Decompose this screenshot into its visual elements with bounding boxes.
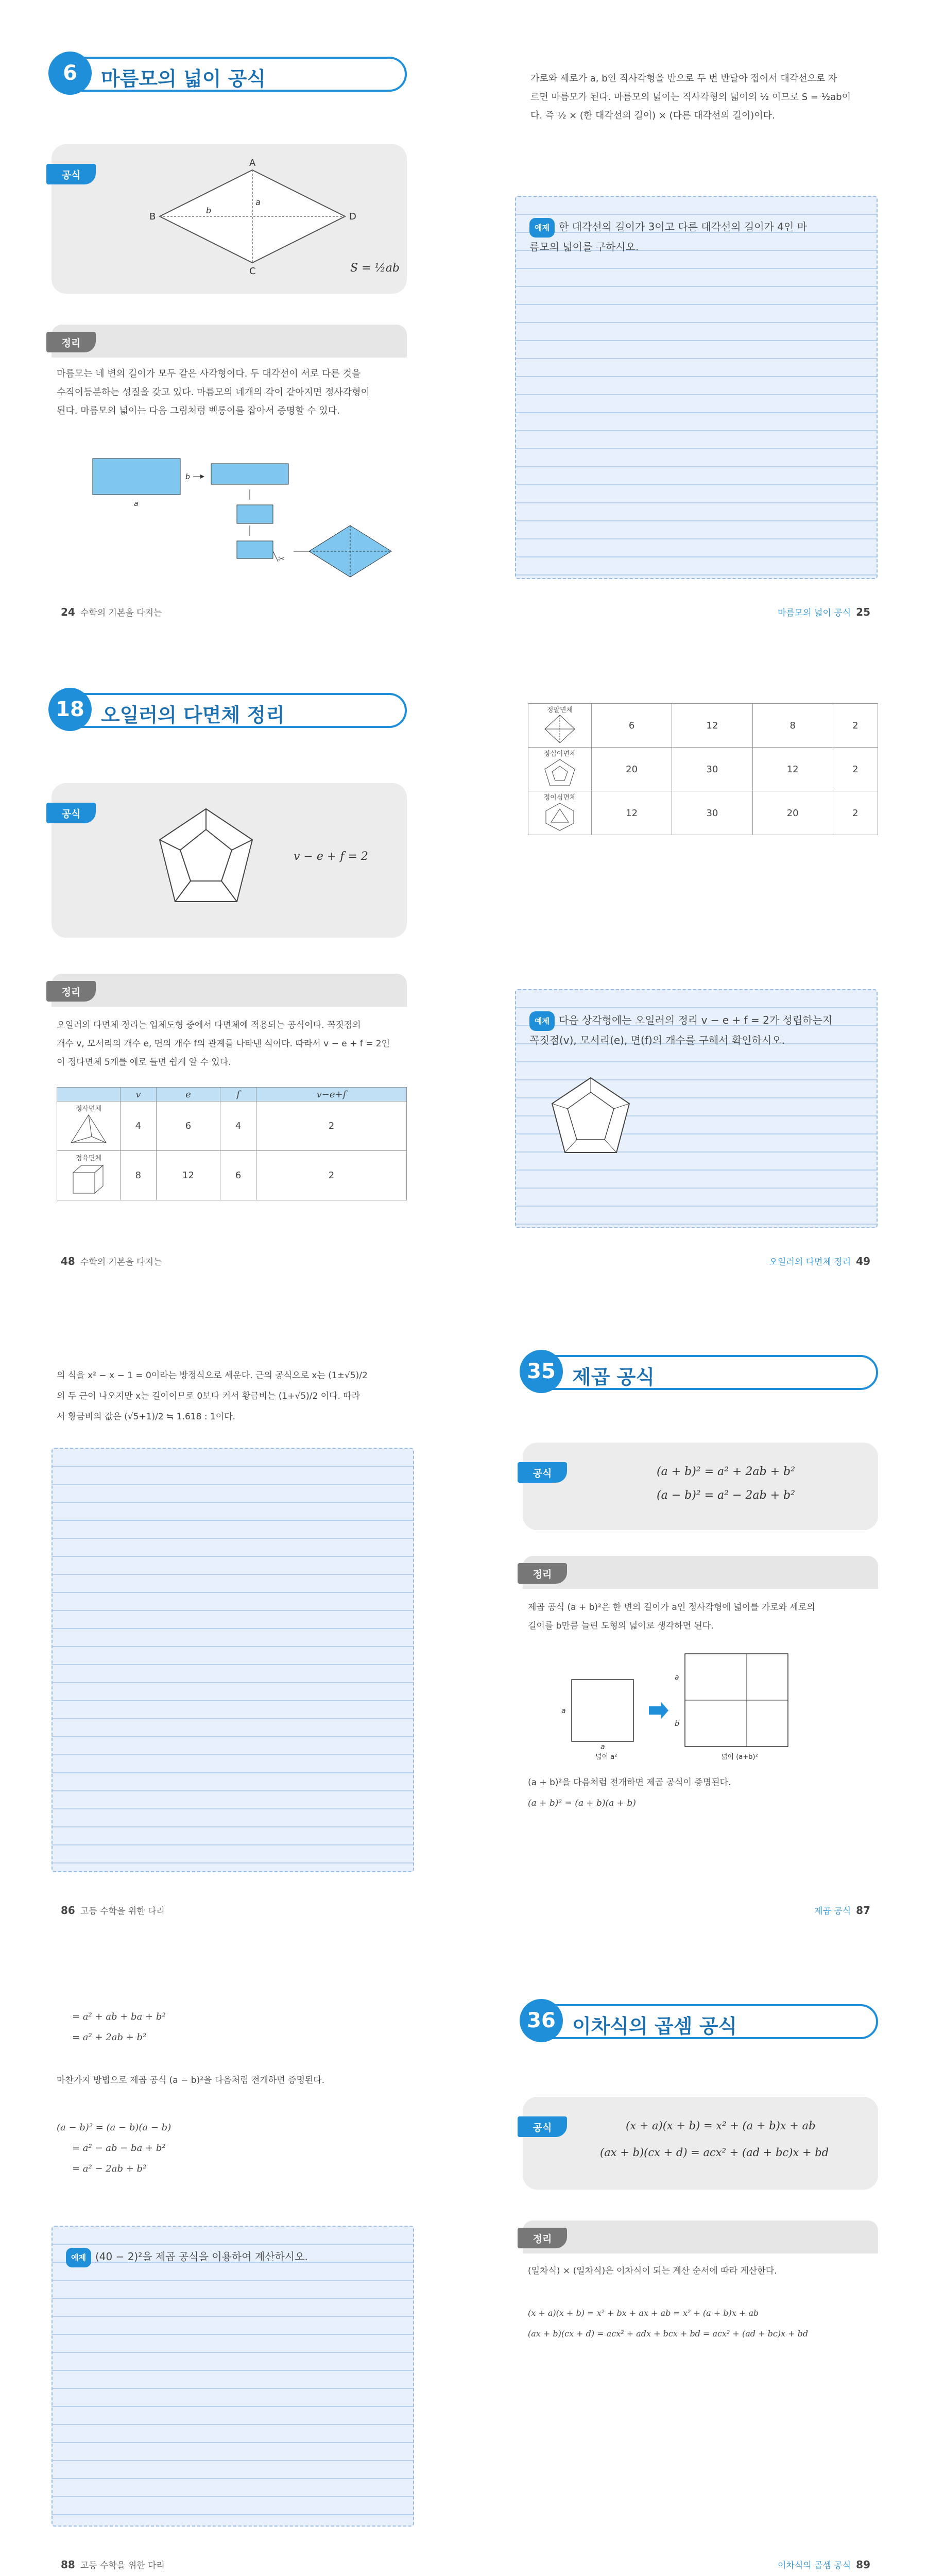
page-49 — [464, 634, 927, 1283]
fold-label-a: a — [134, 500, 139, 508]
table-cell: 12 — [672, 704, 752, 748]
svg-text:✂: ✂ — [278, 554, 285, 564]
page-number: 24 — [61, 606, 75, 618]
svg-text:a: a — [600, 1743, 605, 1751]
page-number: 88 — [61, 2558, 75, 2571]
body-text — [530, 70, 891, 125]
square-label-small: 넓이 a² — [595, 1753, 617, 1761]
formula-line: (a − b)² = a² − 2ab + b² — [657, 1489, 795, 1502]
footer-text: 이차식의 곱셈 공식 — [777, 2561, 851, 2571]
vertex-d: D — [349, 211, 356, 222]
formula-box — [523, 1443, 878, 1530]
svg-text:a: a — [675, 1673, 679, 1682]
problem-label: 예제 — [529, 1011, 555, 1031]
page-footer — [778, 2558, 870, 2571]
formula-tag: 공식 — [518, 2116, 567, 2137]
dodecahedron-diagram — [149, 804, 263, 917]
expansion — [528, 2303, 888, 2344]
expansion-line: = a² + 2ab + b² — [72, 2032, 147, 2043]
table-cell: 12 — [752, 748, 833, 791]
expansion-line: (a − b)² = (a − b)(a − b) — [57, 2122, 171, 2133]
section-title-bar — [52, 57, 407, 92]
rhombus-diagram — [129, 155, 376, 283]
note-line: 된다. 마름모의 넓이는 다음 그림처럼 벡롱이를 잡아서 증명할 수 있다. — [57, 405, 340, 416]
rhombus-formula: S = ½ab — [350, 262, 400, 275]
formula-box — [52, 783, 407, 938]
formula-tag: 공식 — [46, 803, 96, 823]
label-a: a — [255, 197, 261, 207]
table-header — [57, 1088, 407, 1101]
page-number: 86 — [61, 1904, 75, 1917]
body-line: 다. 즉 ½ × (한 대각선의 길이) × (다른 대각선의 길이)이다. — [530, 110, 775, 121]
problem-line: 다음 상각형에는 오일러의 정리 v − e + f = 2가 성립하는지 — [558, 1014, 833, 1026]
page-footer — [61, 605, 162, 618]
table-row — [528, 704, 878, 748]
problem-sheet — [52, 2226, 414, 2527]
table-header-cell: f — [220, 1088, 256, 1101]
page-number: 87 — [856, 1904, 870, 1917]
body-line: 의 두 근이 나오지만 x는 길이이므로 0보다 커서 황금비는 (1+√5)/2 이다. 따라 — [57, 1391, 360, 1401]
note-line: 이 정다면체 5개를 예로 들면 쉽게 알 수 있다. — [57, 1057, 231, 1067]
euler-formula: v − e + f = 2 — [294, 850, 368, 863]
row-name: 정이십면체 — [543, 794, 576, 802]
table-cell — [528, 791, 592, 835]
page-86 — [0, 1283, 464, 1932]
note-line: 제곱 공식 (a + b)²은 한 변의 길이가 a인 정사각형에 넓이를 가로와 세로의 — [528, 1602, 815, 1613]
pentagon-diagram — [547, 1073, 634, 1160]
section-number: 6 — [48, 52, 92, 95]
square-diagram — [551, 1643, 819, 1762]
note-header — [52, 974, 407, 1007]
body-line: 르면 마름모가 된다. 마름모의 넓이는 직사각형의 넓이의 ½ 이므로 S = ½ab이 — [530, 92, 851, 103]
formula-line: (a + b)² = a² + 2ab + b² — [657, 1465, 795, 1478]
table-cell: 8 — [752, 704, 833, 748]
note-text: (일차식) × (일차식)은 이차식이 되는 계산 순서에 따라 계산한다. — [528, 2266, 777, 2276]
expansion-bottom — [57, 2117, 391, 2179]
section-title-bar — [523, 2004, 878, 2039]
page-footer — [778, 605, 870, 618]
polyhedra-table-continued — [528, 703, 878, 835]
cube-icon — [68, 1162, 109, 1196]
problem — [66, 2247, 396, 2267]
fold-diagram — [88, 448, 407, 582]
problem-label: 예제 — [529, 218, 555, 238]
page-88 — [0, 1932, 464, 2576]
svg-text:b: b — [675, 1720, 679, 1728]
formula-line: (x + a)(x + b) = x² + (a + b)x + ab — [626, 2120, 816, 2132]
note-line: 마름모는 네 변의 길이가 모두 같은 사각형이다. 두 대각선이 서로 다른 것을 — [57, 368, 361, 379]
section-number: 35 — [520, 1350, 563, 1393]
dodecahedron-icon — [542, 758, 578, 788]
table-header-cell: v — [121, 1088, 157, 1101]
note-text — [528, 1598, 883, 1635]
section-title: 마름모의 넓이 공식 — [101, 67, 266, 90]
note-line: 개수 v, 모서리의 개수 e, 면의 개수 f의 관계를 나타낸 식이다. 따라서 v − e + f = 2인 — [57, 1039, 390, 1049]
table-row — [57, 1151, 407, 1200]
footer-text: 오일러의 다면체 정리 — [769, 1257, 851, 1267]
footer-text: 수학의 기본을 다지는 — [80, 1257, 162, 1267]
body-line: 서 황금비의 값은 (√5+1)/2 ≒ 1.618 : 1이다. — [57, 1412, 236, 1422]
expansion-line: = a² − ab − ba + b² — [72, 2143, 166, 2154]
table-cell: 2 — [256, 1101, 406, 1151]
page-number: 25 — [856, 606, 870, 618]
section-title-bar — [523, 1355, 878, 1390]
expansion-line: (ax + b)(cx + d) = acx² + adx + bcx + bd = acx² + (ad + bc)x + bd — [528, 2329, 809, 2338]
table-cell: 8 — [121, 1151, 157, 1200]
fold-label-b: b — [185, 473, 190, 481]
problem-sheet — [515, 989, 878, 1228]
page-footer — [769, 1255, 870, 1267]
table-cell: 30 — [672, 791, 752, 835]
problem — [529, 1011, 859, 1049]
note-tag: 정리 — [46, 332, 96, 352]
table-cell: 2 — [256, 1151, 406, 1200]
note-header — [523, 1556, 878, 1589]
table-cell — [528, 748, 592, 791]
footer-text: 제곱 공식 — [814, 1906, 851, 1917]
footer-text: 마름모의 넓이 공식 — [777, 608, 851, 618]
problem-line: 꼭짓점(v), 모서리(e), 면(f)의 개수를 구해서 확인하시오. — [529, 1034, 785, 1046]
problem-line: (40 − 2)²을 제곱 공식을 이용하여 계산하시오. — [95, 2250, 308, 2263]
formula-tag: 공식 — [518, 1462, 567, 1483]
spread-4 — [0, 1932, 927, 2576]
page-number: 89 — [856, 2558, 870, 2571]
table-row — [57, 1101, 407, 1151]
table-cell: 12 — [156, 1151, 220, 1200]
table-cell — [528, 704, 592, 748]
table-header-cell — [57, 1088, 121, 1101]
page-25 — [464, 0, 927, 634]
page-footer — [814, 1904, 870, 1917]
table-cell: 20 — [592, 748, 672, 791]
note-text — [57, 1016, 412, 1072]
section-number: 18 — [48, 688, 92, 731]
formula-tag: 공식 — [46, 164, 96, 184]
formula-box — [523, 2097, 878, 2190]
page-24 — [0, 0, 464, 634]
expansion-line: = a² + ab + ba + b² — [72, 2011, 166, 2022]
octahedron-icon — [542, 714, 578, 744]
problem-sheet — [515, 196, 878, 579]
problem — [529, 217, 859, 256]
note-line: 길이를 b만큼 늘린 도형의 넓이로 생각하면 된다. — [528, 1621, 714, 1631]
spread-3 — [0, 1283, 927, 1932]
note-tag: 정리 — [46, 981, 96, 1002]
proof-line: (a + b)²을 다음처럼 전개하면 제곱 공식이 증명된다. — [528, 1777, 731, 1788]
table-header-cell: e — [156, 1088, 220, 1101]
table-row — [528, 748, 878, 791]
table-cell: 2 — [833, 791, 878, 835]
formula-line: (ax + b)(cx + d) = acx² + (ad + bc)x + bd — [600, 2146, 829, 2159]
page-48 — [0, 634, 464, 1283]
note-header — [523, 2221, 878, 2253]
section-number: 36 — [520, 1999, 563, 2042]
table-cell: 30 — [672, 748, 752, 791]
expansion-line: (x + a)(x + b) = x² + bx + ax + ab = x² + (a + b)x + ab — [528, 2308, 759, 2318]
page-number: 49 — [856, 1255, 870, 1267]
page-footer — [61, 1255, 162, 1267]
tetrahedron-icon — [68, 1113, 109, 1147]
table-cell: 6 — [220, 1151, 256, 1200]
vertex-a: A — [249, 158, 256, 168]
table-cell — [57, 1101, 121, 1151]
table-cell: 2 — [833, 748, 878, 791]
body-text: 마찬가지 방법으로 제곱 공식 (a − b)²을 다음처럼 전개하면 증명된다. — [57, 2075, 325, 2086]
note-text — [57, 365, 412, 420]
table-cell: 20 — [752, 791, 833, 835]
problem-line: 한 대각선의 길이가 3이고 다른 대각선의 길이가 4인 마 — [558, 221, 808, 233]
icosahedron-icon — [542, 802, 578, 832]
notes-sheet — [52, 1448, 414, 1872]
section-title: 오일러의 다면체 정리 — [101, 704, 285, 726]
row-name: 정십이면체 — [543, 750, 576, 758]
section-title: 제곱 공식 — [572, 1366, 655, 1388]
table-cell: 6 — [592, 704, 672, 748]
expansion-line: = a² − 2ab + b² — [72, 2163, 147, 2174]
table-cell: 4 — [220, 1101, 256, 1151]
svg-text:a: a — [561, 1707, 566, 1715]
table-row — [528, 791, 878, 835]
page-87 — [464, 1283, 927, 1932]
page-89 — [464, 1932, 927, 2576]
note-line: 수직이등분하는 성질을 갖고 있다. 마름모의 네개의 각이 같아지면 정사각형이 — [57, 387, 370, 398]
table-cell — [57, 1151, 121, 1200]
page-footer — [61, 1904, 165, 1917]
label-b: b — [206, 206, 212, 215]
body-line: 가로와 세로가 a, b인 직사각형을 반으로 두 번 반달아 접어서 대각선으로 자 — [530, 73, 837, 84]
page-number: 48 — [61, 1255, 75, 1267]
formula-box — [52, 144, 407, 294]
row-name: 정팔면체 — [546, 706, 573, 714]
vertex-c: C — [249, 266, 256, 277]
note-line: 오일러의 다면체 정리는 입체도형 중에서 다면체에 적용되는 공식이다. 꼭짓점의 — [57, 1020, 361, 1030]
table-cell: 4 — [121, 1101, 157, 1151]
problem-label: 예제 — [66, 2248, 91, 2267]
note-header — [52, 325, 407, 358]
spread-2 — [0, 634, 927, 1283]
square-label-large: 넓이 (a+b)² — [721, 1753, 758, 1761]
table-header-cell: v−e+f — [256, 1088, 406, 1101]
note-tag: 정리 — [518, 1563, 567, 1584]
table-cell: 2 — [833, 704, 878, 748]
note-tag: 정리 — [518, 2228, 567, 2248]
row-name: 정사면체 — [75, 1105, 102, 1113]
page-footer — [61, 2558, 165, 2571]
section-title: 이차식의 곱셈 공식 — [572, 2015, 737, 2038]
footer-text: 고등 수학을 위한 다리 — [80, 1906, 165, 1917]
table-cell: 12 — [592, 791, 672, 835]
section-title-bar — [52, 693, 407, 728]
body-text — [57, 1365, 427, 1427]
footer-text: 수학의 기본을 다지는 — [80, 608, 162, 618]
footer-text: 고등 수학을 위한 다리 — [80, 2561, 165, 2571]
proof-text — [528, 1772, 883, 1814]
row-name: 정육면체 — [75, 1154, 102, 1162]
table-cell: 6 — [156, 1101, 220, 1151]
proof-line: (a + b)² = (a + b)(a + b) — [528, 1798, 636, 1808]
vertex-b: B — [149, 211, 156, 222]
spread-1 — [0, 0, 927, 634]
expansion-top — [72, 2007, 407, 2048]
polyhedra-table — [57, 1087, 407, 1200]
body-line: 의 식을 x² − x − 1 = 0이라는 방정식으로 세운다. 근의 공식으로 x는 (1±√5)/2 — [57, 1370, 368, 1381]
problem-line: 름모의 넓이를 구하시오. — [529, 241, 639, 253]
